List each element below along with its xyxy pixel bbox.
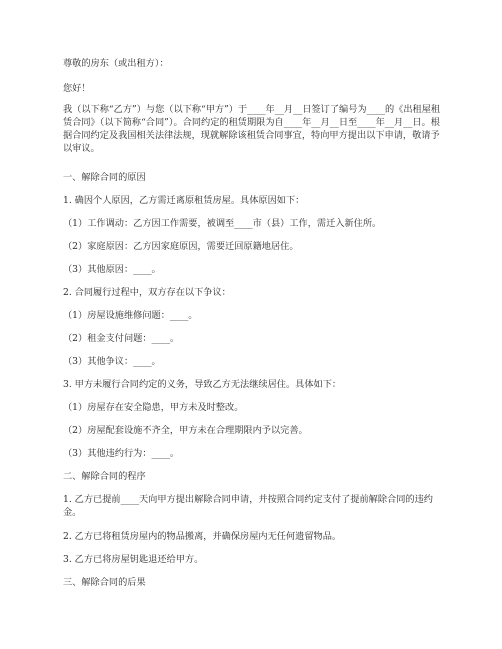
section-1-item-2-c: （3）其他争议：____。 — [63, 356, 161, 367]
section-1-title: 一、解除合同的原因 — [63, 172, 146, 183]
section-1-item-1-b: （2）家庭原因：乙方因家庭原因，需要迁回原籍地居住。 — [63, 241, 299, 252]
section-1-item-2-b: （2）租金支付问题：____。 — [63, 333, 180, 344]
section-1-item-3-b: （2）房屋配套设施不齐全，甲方未在合理期限内予以完善。 — [63, 425, 308, 436]
section-1-item-3: 3. 甲方未履行合同约定的义务，导致乙方无法继续居住。具体如下： — [63, 379, 342, 390]
intro-paragraph: 我（以下称“乙方”）与您（以下称“甲方”）于____年__月__日签订了编号为____的《出租屋租赁合同》（以下简称“合同”）。合同约定的租赁期限为自____年__月__日至____年__月__日。根据合同约定及我国相关法律法规，现就解除该租赁合同事宜，特向甲方提出以下申请，敬请予以审议。 — [63, 104, 441, 154]
greeting: 您好！ — [63, 83, 91, 94]
section-1-item-1: 1. 确因个人原因，乙方需迁离原租赁房屋。具体原因如下： — [63, 195, 305, 206]
section-3-title: 三、解除合同的后果 — [63, 577, 146, 588]
section-1-item-3-c: （3）其他违约行为：____。 — [63, 448, 180, 459]
section-1-item-2: 2. 合同履行过程中，双方存在以下争议： — [63, 287, 231, 298]
section-1-item-2-a: （1）房屋设施维修问题：____。 — [63, 310, 198, 321]
section-1-item-1-c: （3）其他原因：____。 — [63, 264, 161, 275]
section-2-item-1: 1. 乙方已提前____天向甲方提出解除合同申请，并按照合同约定支付了提前解除合同的违约金。 — [63, 494, 433, 518]
section-2-item-2: 2. 乙方已将租赁房屋内的物品搬离，并确保房屋内无任何遗留物品。 — [63, 531, 342, 542]
section-1-item-3-a: （1）房屋存在安全隐患，甲方未及时整改。 — [63, 402, 244, 413]
salutation: 尊敬的房东（或出租方）： — [63, 58, 169, 69]
section-2-item-3: 3. 乙方已将房屋钥匙退还给甲方。 — [63, 554, 204, 565]
section-1-item-1-a: （1）工作调动：乙方因工作需要，被调至____市（县）工作，需迁入新住所。 — [63, 218, 382, 229]
section-2-title: 二、解除合同的程序 — [63, 471, 146, 482]
